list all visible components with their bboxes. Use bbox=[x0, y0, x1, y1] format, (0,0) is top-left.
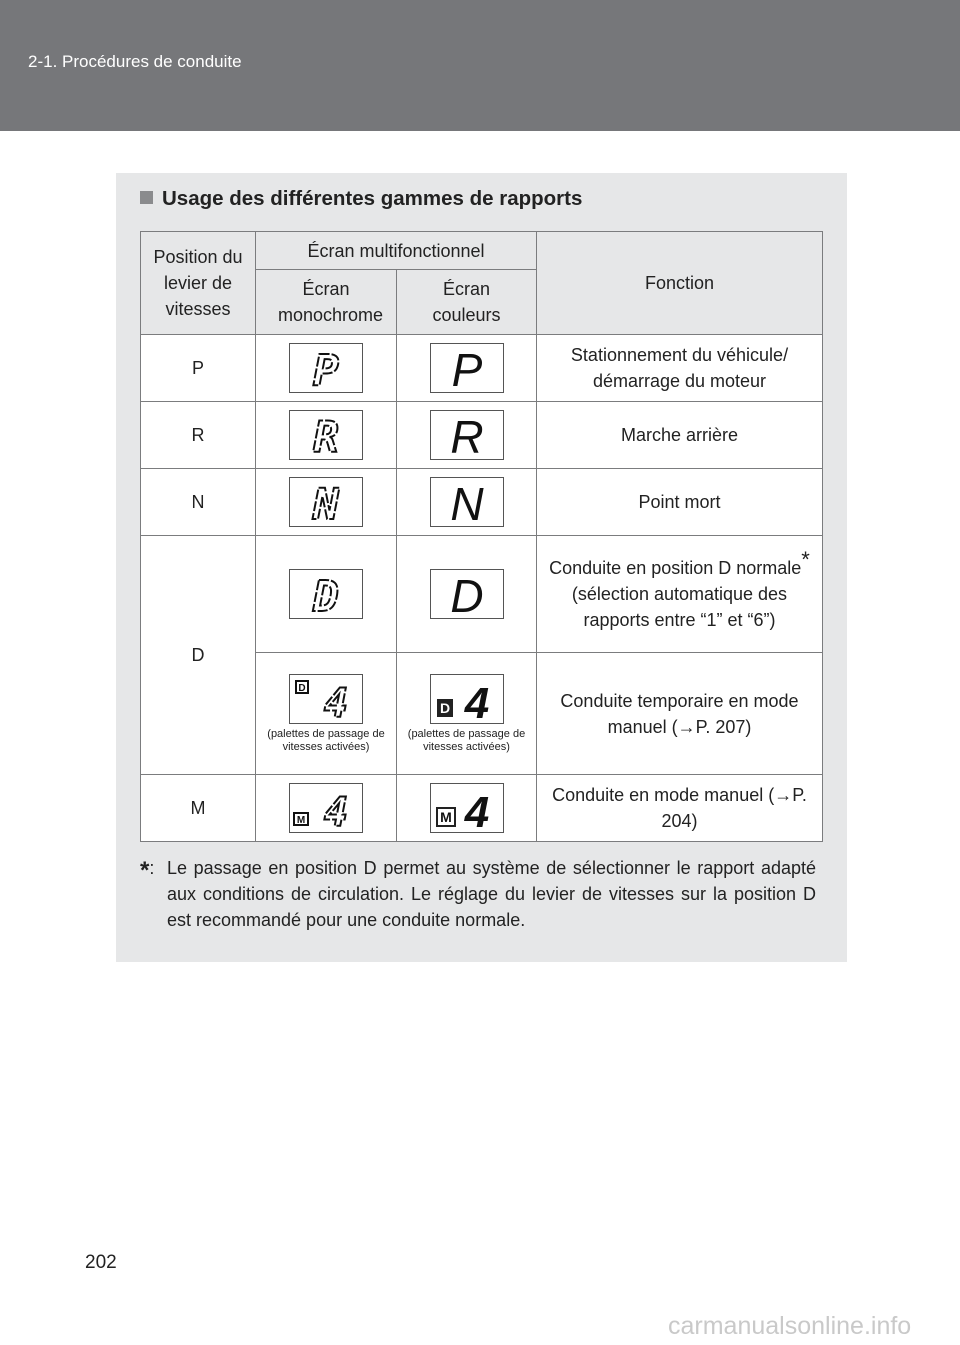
shift-indicator-mono-m bbox=[289, 783, 363, 833]
shift-indicator-mono-d bbox=[289, 569, 363, 619]
shift-indicator-color-n bbox=[430, 477, 504, 527]
gear-glyph-color-n: N bbox=[449, 478, 484, 527]
color-display-cell bbox=[397, 469, 537, 536]
shift-indicator-mono-p bbox=[289, 343, 363, 393]
mono-display-cell bbox=[256, 653, 397, 775]
table-row bbox=[141, 469, 823, 536]
color-display-cell bbox=[397, 536, 537, 653]
mono-d-caption: (palettes de passage de vitesses activées) bbox=[267, 728, 385, 753]
gear-table bbox=[140, 231, 823, 842]
page-number: 202 bbox=[85, 1252, 117, 1273]
header-mono: Écran monochrome bbox=[256, 270, 397, 335]
shift-indicator-color-d4 bbox=[430, 674, 504, 724]
shift-indicator-mono-r bbox=[289, 410, 363, 460]
shift-indicator-color-m bbox=[430, 783, 504, 833]
watermark: carmanualsonline.info bbox=[668, 1312, 912, 1340]
content-panel bbox=[116, 173, 847, 962]
shift-indicator-color-d bbox=[430, 569, 504, 619]
table-row bbox=[141, 335, 823, 402]
color-d-caption: (palettes de passage de vitesses activées) bbox=[407, 728, 526, 753]
footnote-asterisk: * bbox=[140, 857, 150, 884]
gear-glyph-mono-r: R bbox=[313, 413, 339, 460]
gear-glyph-color-d: D bbox=[449, 570, 484, 619]
table-row bbox=[141, 775, 823, 842]
row-function: Marche arrière bbox=[537, 402, 823, 469]
breadcrumb: 2-1. Procédures de conduite bbox=[28, 52, 242, 71]
mode-badge-mono-d: D bbox=[298, 683, 306, 694]
row-function: Conduite en mode manuel (→P. 204) bbox=[537, 775, 823, 842]
row-position: N bbox=[141, 469, 256, 536]
row-function bbox=[537, 536, 823, 653]
section-title-text: Usage des différentes gammes de rapports bbox=[162, 187, 583, 210]
function-normal: Conduite en position D normale bbox=[549, 558, 802, 578]
mono-display-cell bbox=[256, 775, 397, 842]
mono-display-cell bbox=[256, 402, 397, 469]
row-function: Conduite temporaire en mode manuel (→P. 207) bbox=[537, 653, 823, 775]
header-position: Position du levier de vitesses bbox=[141, 232, 256, 335]
color-display-cell bbox=[397, 653, 537, 775]
header-multi: Écran multifonctionnel bbox=[256, 232, 537, 270]
shift-indicator-mono-n bbox=[289, 477, 363, 527]
page-header bbox=[0, 0, 960, 131]
mono-display-cell bbox=[256, 335, 397, 402]
gear-glyph-mono-n: N bbox=[313, 480, 339, 527]
color-display-cell bbox=[397, 335, 537, 402]
gear-glyph-mono-p: P bbox=[313, 346, 339, 393]
mono-display-cell bbox=[256, 536, 397, 653]
footnote-marker: * bbox=[801, 547, 810, 572]
gear-number-mono-m: 4 bbox=[323, 790, 349, 833]
function-normal-detail: (sélection automatique des rapports entre “1” et “6”) bbox=[571, 584, 788, 630]
color-display-cell bbox=[397, 402, 537, 469]
section-title bbox=[140, 187, 582, 211]
gear-number-color-m: 4 bbox=[464, 788, 489, 833]
row-position: M bbox=[141, 775, 256, 842]
table-row bbox=[141, 402, 823, 469]
header-color: Écran couleurs bbox=[397, 270, 537, 335]
footnote-text: Le passage en position D permet au système de sélectionner le rapport adapté aux conditions de circulation. Le réglage du levier de vitesses sur la position D est recommandé pour une conduite normale. bbox=[167, 858, 816, 930]
header-function: Fonction bbox=[537, 232, 823, 335]
shift-indicator-color-r bbox=[430, 410, 504, 460]
color-display-cell bbox=[397, 775, 537, 842]
row-function: Point mort bbox=[537, 469, 823, 536]
square-bullet-icon bbox=[140, 191, 153, 204]
gear-number-color-d: 4 bbox=[464, 679, 489, 724]
gear-glyph-color-r: R bbox=[449, 411, 484, 460]
table-row bbox=[141, 536, 823, 653]
row-position: P bbox=[141, 335, 256, 402]
gear-number-mono-d: 4 bbox=[323, 681, 349, 724]
mode-badge-color-m: M bbox=[439, 809, 452, 825]
mode-badge-mono-m: M bbox=[296, 815, 306, 826]
row-position: D bbox=[141, 536, 256, 775]
footnote bbox=[140, 855, 816, 933]
gear-glyph-mono-d: D bbox=[313, 572, 339, 619]
row-position: R bbox=[141, 402, 256, 469]
shift-indicator-color-p bbox=[430, 343, 504, 393]
mode-badge-color-d: D bbox=[439, 700, 450, 716]
shift-indicator-mono-d4 bbox=[289, 674, 363, 724]
gear-glyph-color-p: P bbox=[451, 344, 482, 393]
row-function: Stationnement du véhicule/ démarrage du moteur bbox=[537, 335, 823, 402]
footnote-mark: *: bbox=[140, 857, 155, 884]
mono-display-cell bbox=[256, 469, 397, 536]
